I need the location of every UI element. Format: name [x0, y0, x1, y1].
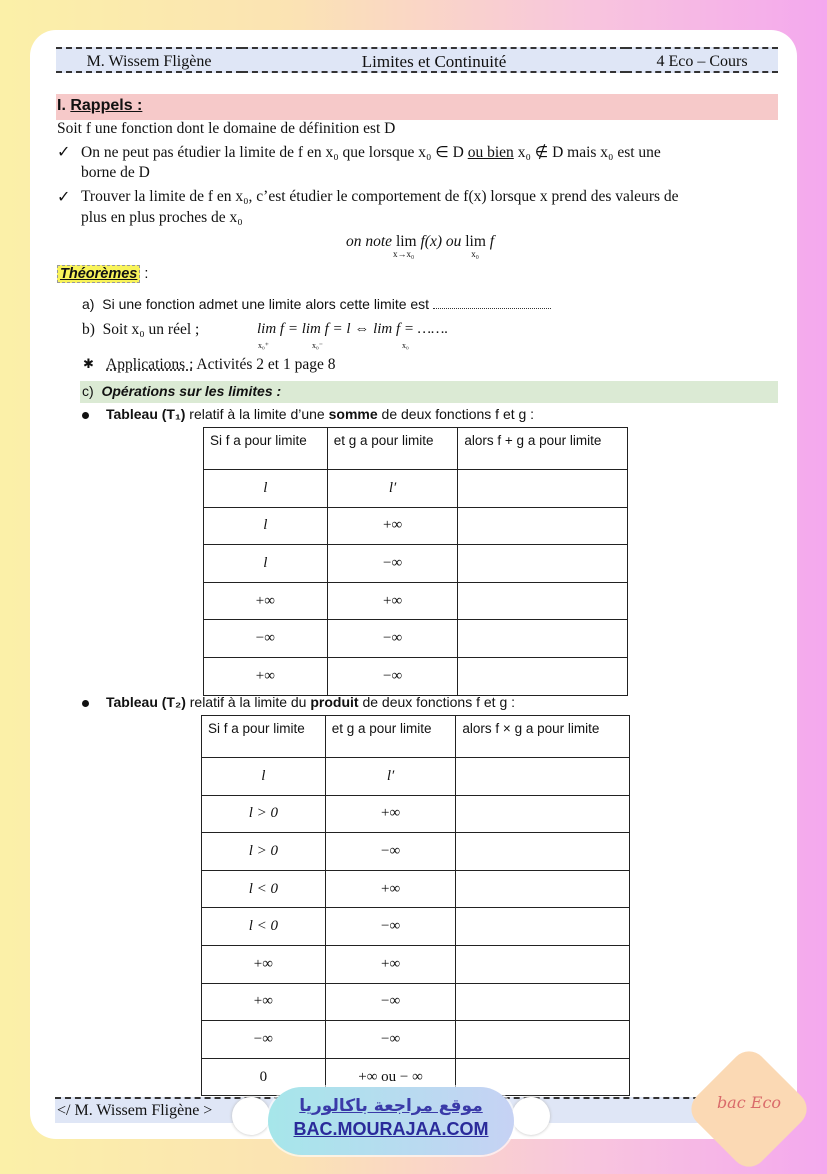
item-b-text: Soit x₀ un réel ; [102, 321, 200, 338]
applications-text: Activités 2 et 1 page 8 [193, 356, 336, 373]
table-cell: l′ [325, 758, 456, 796]
table-cell: +∞ [325, 870, 456, 908]
table-cell: −∞ [202, 1021, 326, 1059]
asterisk-icon: ✱ [83, 356, 94, 371]
item-a-text: Si une fonction admet une limite alors cette limite est [102, 296, 433, 312]
table-cell: l < 0 [202, 908, 326, 946]
table-cell: −∞ [325, 983, 456, 1021]
site-watermark[interactable] [268, 1087, 514, 1155]
table-row [202, 908, 630, 946]
applications-label: Applications : [106, 356, 194, 373]
table-cell: 0 [202, 1058, 326, 1096]
t2-caption [106, 694, 515, 710]
table-row [204, 657, 628, 695]
check-1-line-2: borne de D [81, 164, 150, 181]
table-row [202, 1021, 630, 1059]
badge-text: bac Eco [716, 1093, 782, 1112]
intro-text: Soit f une fonction dont le domaine de définition est D [57, 120, 396, 137]
table-cell: +∞ [325, 795, 456, 833]
site-logo-left [232, 1097, 270, 1135]
check-1-text-end: x₀ ∉ D mais x₀ est une [513, 144, 661, 161]
item-c-label: c) [82, 383, 94, 399]
table-row [204, 470, 628, 508]
table-cell: l < 0 [202, 870, 326, 908]
table-row [204, 620, 628, 658]
empty-answer-cell [456, 795, 630, 833]
t1-caption-end: de deux fonctions f et g : [377, 406, 535, 422]
table-row [202, 870, 630, 908]
header-level: 4 Eco – Cours [626, 47, 778, 73]
table-row [202, 945, 630, 983]
item-b-formula: lim f = lim f = l ⇔ lim f = ……. [257, 321, 449, 337]
theoremes-label: Théorèmes [57, 265, 140, 283]
table-cell: l′ [327, 470, 458, 508]
table-cell: +∞ ou − ∞ [325, 1058, 456, 1096]
notation-lim-2: lim x₀ [465, 233, 486, 259]
notation-line [346, 233, 495, 259]
section-number: I. [57, 97, 66, 114]
t1-table [203, 427, 628, 696]
header-cell: Si f a pour limite [204, 428, 328, 470]
header-cell: alors f + g a pour limite [458, 428, 628, 470]
item-b-sub-2: x₀⁻ [312, 341, 324, 350]
notation-f: f [485, 233, 495, 250]
empty-answer-cell [456, 908, 630, 946]
table-cell: l [204, 507, 328, 545]
table-cell: l > 0 [202, 833, 326, 871]
watermark-arabic: موقع مراجعة باكالوريا [299, 1096, 483, 1116]
item-b-sub-3: x₀ [402, 341, 409, 350]
empty-answer-cell [458, 582, 628, 620]
table-header-row [204, 428, 628, 470]
table-cell: +∞ [202, 983, 326, 1021]
table-row [204, 545, 628, 583]
empty-answer-cell [456, 833, 630, 871]
header-cell: Si f a pour limite [202, 716, 326, 758]
check-2-line-2: plus en plus proches de x₀ [81, 209, 243, 226]
notation-lim-1: lim x→x₀ [392, 233, 417, 259]
footer-author: </ M. Wissem Fligène > [57, 1102, 213, 1119]
t2-caption-end: de deux fonctions f et g : [358, 694, 516, 710]
table-row [202, 795, 630, 833]
table-cell: l [204, 545, 328, 583]
t2-table [201, 715, 630, 1096]
item-c-text: Opérations sur les limites : [101, 383, 282, 399]
header-cell: et g a pour limite [325, 716, 456, 758]
empty-answer-cell [456, 983, 630, 1021]
watermark-site[interactable]: BAC.MOURAJAA.COM [293, 1119, 489, 1139]
header-title: Limites et Continuité [242, 47, 626, 73]
item-a [82, 296, 551, 312]
t1-caption-label: Tableau (T₁) [106, 406, 186, 422]
table-cell: −∞ [327, 545, 458, 583]
notation-prefix: on note [346, 233, 396, 250]
theoremes-colon: : [140, 266, 149, 282]
section-bar [56, 94, 778, 120]
empty-answer-cell [456, 945, 630, 983]
empty-answer-cell [458, 470, 628, 508]
notation-mid: f(x) ou [420, 233, 466, 250]
table-cell: +∞ [327, 582, 458, 620]
table-cell: +∞ [325, 945, 456, 983]
fill-blank [433, 298, 551, 309]
item-a-label: a) [82, 296, 95, 312]
empty-answer-cell [458, 507, 628, 545]
table-cell: l > 0 [202, 795, 326, 833]
empty-answer-cell [458, 620, 628, 658]
empty-answer-cell [458, 657, 628, 695]
check-icon: ✓ [57, 189, 71, 206]
t1-caption [106, 406, 534, 422]
check-1-text: On ne peut pas étudier la limite de f en x₀ que lorsque x₀ ∈ D [81, 144, 464, 161]
t2-caption-bold: produit [310, 694, 359, 710]
theoremes-heading [57, 266, 148, 282]
t1-caption-text: relatif à la limite d’une [185, 406, 329, 422]
table-row [204, 507, 628, 545]
table-cell: +∞ [202, 945, 326, 983]
bullet-icon [82, 412, 89, 419]
t2-caption-text: relatif à la limite du [185, 694, 311, 710]
item-b [82, 321, 199, 339]
site-logo-right [512, 1097, 550, 1135]
t2-caption-label: Tableau (T₂) [106, 694, 186, 710]
table-cell: −∞ [204, 620, 328, 658]
table-cell: +∞ [204, 657, 328, 695]
table-cell: l [202, 758, 326, 796]
t1-caption-bold: somme [328, 406, 378, 422]
table-cell: −∞ [325, 833, 456, 871]
section-title: Rappels : [70, 97, 143, 114]
table-cell: +∞ [327, 507, 458, 545]
header-author: M. Wissem Fligène [56, 47, 242, 73]
applications-line [106, 356, 335, 374]
bullet-icon [82, 700, 89, 707]
table-row [202, 833, 630, 871]
item-b-sub-1: x₀⁺ [258, 341, 270, 350]
empty-answer-cell [456, 1021, 630, 1059]
check-2-line: Trouver la limite de f en x₀, c’est étudier le comportement de f(x) lorsque x prend des valeurs de [81, 188, 679, 205]
table-header-row [202, 716, 630, 758]
table-cell: l [204, 470, 328, 508]
table-row [202, 983, 630, 1021]
table-row [202, 758, 630, 796]
empty-answer-cell [456, 758, 630, 796]
table-row [204, 582, 628, 620]
table-cell: −∞ [327, 657, 458, 695]
check-1-underline: ou bien [467, 144, 514, 161]
table-cell: −∞ [325, 1021, 456, 1059]
header-cell: et g a pour limite [327, 428, 458, 470]
header-cell: alors f × g a pour limite [456, 716, 630, 758]
table-cell: −∞ [325, 908, 456, 946]
check-icon: ✓ [57, 144, 71, 161]
check-1-line [81, 143, 661, 162]
empty-answer-cell [456, 870, 630, 908]
section-heading [57, 97, 142, 115]
empty-answer-cell [458, 545, 628, 583]
item-c [82, 383, 281, 399]
table-cell: −∞ [327, 620, 458, 658]
table-cell: +∞ [204, 582, 328, 620]
item-b-label: b) [82, 321, 95, 338]
